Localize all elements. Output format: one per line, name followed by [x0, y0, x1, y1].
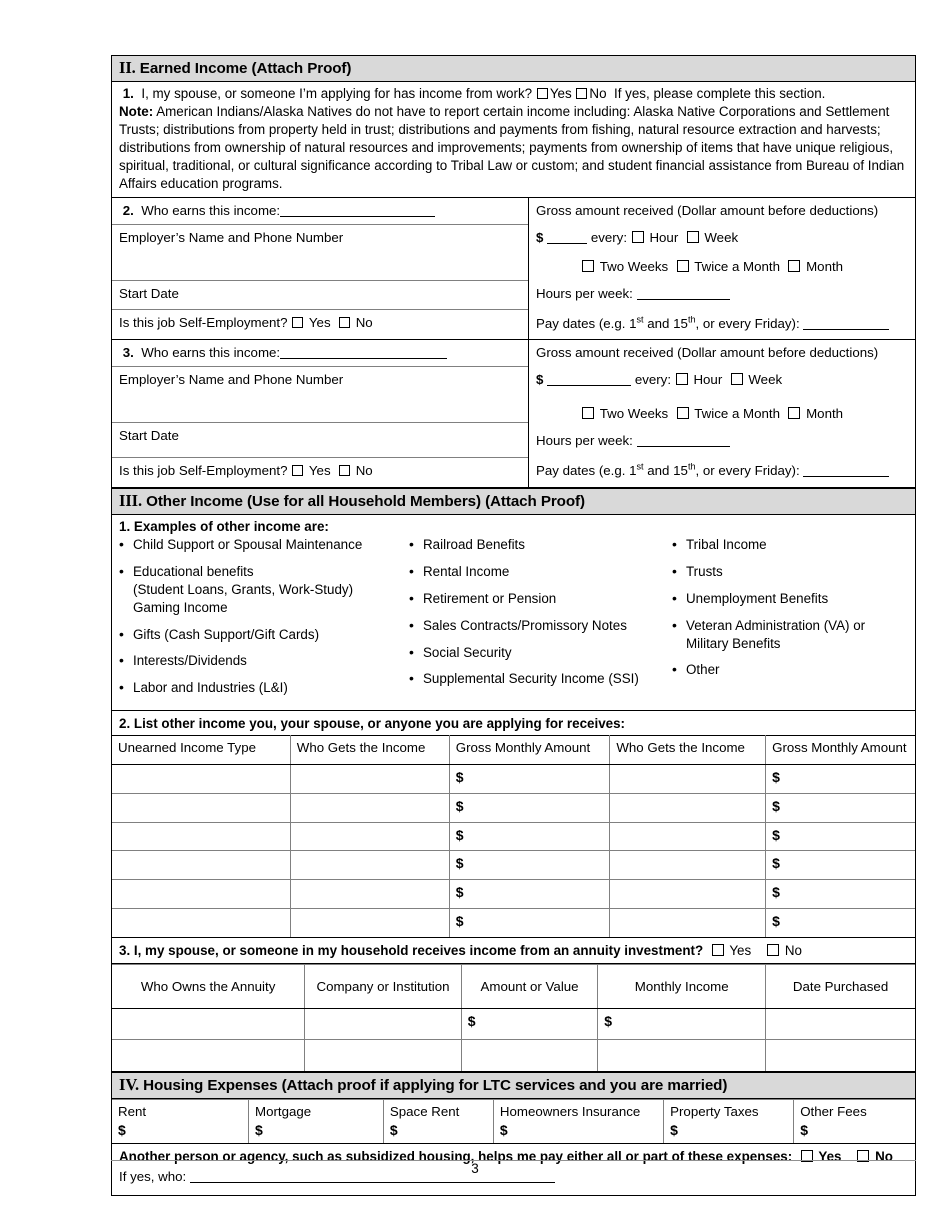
list-item: • Rental Income: [409, 563, 672, 581]
q1-no-checkbox[interactable]: [576, 88, 587, 99]
section-2-header: [112, 56, 915, 82]
job-3-frequency-row: [529, 401, 915, 428]
section-2-note: [119, 103, 907, 193]
job-2-amount-row: [529, 225, 915, 254]
list-item: • Trusts: [672, 563, 908, 581]
cell-who-1[interactable]: [290, 764, 449, 793]
unearned-list-heading: 2. List other income you, your spouse, or anyone you are applying for receives:: [119, 715, 626, 731]
cell-amount-1[interactable]: $: [449, 851, 610, 880]
job-3-week-checkbox[interactable]: [731, 373, 743, 385]
q1-no-label: No: [589, 86, 607, 101]
list-item: • Gifts (Cash Support/Gift Cards): [119, 626, 409, 644]
section-3-title: Other Income (Use for all Household Members) (Attach Proof): [146, 493, 585, 511]
cell-amount[interactable]: $: [461, 1008, 598, 1039]
col-who-gets-2: Who Gets the Income: [610, 735, 766, 764]
expense-property-taxes-label: Property Taxes: [670, 1103, 759, 1119]
job-3-amount-row: [529, 367, 915, 401]
job-2-two-weeks-label: Two Weeks: [599, 259, 669, 275]
job-3-every-label: every:: [634, 372, 672, 388]
q1-number: 1.: [122, 86, 134, 101]
job-3-dollar-sign: $: [536, 372, 544, 388]
job-3-employer-label: Employer’s Name and Phone Number: [119, 372, 344, 388]
job-2-twice-month-checkbox[interactable]: [677, 260, 689, 272]
unearned-income-table: [112, 735, 915, 938]
job-3-right: [529, 340, 915, 487]
examples-column-1: [119, 536, 409, 706]
job-3-self-no-checkbox[interactable]: [339, 465, 350, 476]
job-3-paydates-input[interactable]: [803, 464, 889, 477]
job-3-who-input[interactable]: [280, 347, 447, 360]
job-2-gross-label-row: [529, 198, 915, 225]
housing-expenses-table: [112, 1099, 915, 1144]
job-2-left: [112, 198, 529, 339]
annuity-table: [112, 964, 915, 1072]
job-2-self-yes-label: Yes: [308, 315, 331, 331]
q1-yes-label: Yes: [549, 86, 572, 101]
job-3-gross-label-row: [529, 340, 915, 367]
col-annuity-company: Company or Institution: [305, 964, 462, 1008]
section-3-header: [112, 488, 915, 515]
expense-property-taxes-dollar: $: [670, 1121, 678, 1138]
col-annuity-owner: Who Owns the Annuity: [112, 964, 305, 1008]
job-3-number: 3.: [122, 345, 134, 361]
job-2-paydates-row: [529, 310, 915, 339]
job-3-amount-input[interactable]: [547, 374, 631, 387]
section-2-title: Earned Income (Attach Proof): [139, 60, 352, 77]
q1-text: I, my spouse, or someone I’m applying for has income from work?: [141, 86, 533, 101]
expense-homeowners-insurance[interactable]: [493, 1099, 663, 1143]
job-3-hours-label: Hours per week:: [536, 433, 633, 449]
cell-amount-1[interactable]: $: [449, 822, 610, 851]
job-2-gross-label: Gross amount received (Dollar amount before deductions): [536, 203, 879, 219]
job-3-self-row: [112, 458, 528, 487]
job-2-self-row: [112, 310, 528, 339]
examples-column-3: [672, 536, 908, 706]
job-2-who-input[interactable]: [280, 205, 435, 218]
expense-rent-dollar: $: [118, 1121, 126, 1138]
cell-type[interactable]: [112, 880, 290, 909]
cell-company[interactable]: [305, 1008, 462, 1039]
cell-type[interactable]: [112, 793, 290, 822]
job-3-twice-month-checkbox[interactable]: [677, 407, 689, 419]
job-block-3: [112, 340, 915, 488]
expense-rent[interactable]: [112, 1099, 249, 1143]
job-3-month-label: Month: [806, 406, 844, 422]
job-3-two-weeks-checkbox[interactable]: [582, 407, 594, 419]
section-4-title: Housing Expenses (Attach proof if applying for LTC services and you are married): [143, 1076, 728, 1094]
job-2-employer-row[interactable]: [112, 225, 528, 281]
expense-property-taxes[interactable]: [664, 1099, 794, 1143]
job-2-who-label: Who earns this income:: [141, 203, 281, 219]
page-number: 3: [471, 1161, 479, 1176]
job-2-month-label: Month: [806, 259, 844, 275]
expense-homeowners-insurance-dollar: $: [499, 1121, 508, 1138]
list-item: • Unemployment Benefits: [672, 590, 908, 608]
cell-amount-1[interactable]: $: [449, 880, 610, 909]
cell-amount-2[interactable]: $: [766, 764, 915, 793]
educational-sub-2: Gaming Income: [133, 599, 228, 615]
cell-amount-2[interactable]: $: [766, 908, 915, 937]
job-2-start-label: Start Date: [119, 286, 179, 302]
expense-mortgage[interactable]: [249, 1099, 384, 1143]
section-2-question-1: [119, 85, 907, 103]
job-2-who-row: [112, 198, 528, 225]
job-3-hours-input[interactable]: [637, 435, 730, 448]
annuity-question: 3. I, my spouse, or someone in my household receives income from an annuity investment?: [119, 942, 704, 958]
job-2-week-label: Week: [704, 230, 739, 246]
job-2-paydates-input[interactable]: [803, 317, 889, 330]
cell-who-2[interactable]: [610, 822, 766, 851]
job-2-hours-label: Hours per week:: [536, 286, 633, 302]
job-2-number: 2.: [122, 203, 134, 219]
job-3-hour-label: Hour: [693, 372, 723, 388]
cell-owner[interactable]: [112, 1039, 305, 1071]
expense-mortgage-dollar: $: [255, 1121, 263, 1138]
job-3-gross-label: Gross amount received (Dollar amount before deductions): [536, 345, 879, 361]
col-unearned-type: Unearned Income Type: [112, 735, 290, 764]
cell-owner[interactable]: [112, 1008, 305, 1039]
table-row: [112, 908, 915, 937]
expense-other-fees-label: Other Fees: [800, 1103, 867, 1119]
section-2-numeral: II.: [119, 58, 136, 77]
job-2-hour-label: Hour: [649, 230, 679, 246]
job-3-hour-checkbox[interactable]: [676, 373, 688, 385]
section-4-header: [112, 1072, 915, 1099]
form-body: [111, 55, 916, 1196]
job-2-hour-checkbox[interactable]: [632, 231, 644, 243]
job-3-employer-row[interactable]: [112, 367, 528, 423]
list-item: • Other: [672, 661, 908, 679]
cell-who-1[interactable]: [290, 793, 449, 822]
job-2-hours-row: [529, 281, 915, 310]
expense-mortgage-label: Mortgage: [255, 1103, 312, 1119]
job-2-self-no-label: No: [355, 315, 373, 331]
cell-amount[interactable]: [461, 1039, 598, 1071]
job-2-employer-label: Employer’s Name and Phone Number: [119, 230, 344, 246]
cell-type[interactable]: [112, 822, 290, 851]
annuity-no-label: No: [784, 942, 802, 958]
cell-who-1[interactable]: [290, 851, 449, 880]
job-2-right: [529, 198, 915, 339]
job-2-twice-month-label: Twice a Month: [694, 259, 781, 275]
educational-sub-1: (Student Loans, Grants, Work-Study): [133, 581, 354, 597]
col-gross-2: Gross Monthly Amount: [766, 735, 915, 764]
cell-who-2[interactable]: [610, 880, 766, 909]
cell-date[interactable]: [766, 1008, 915, 1039]
cell-amount-2[interactable]: $: [766, 851, 915, 880]
list-item: • Social Security: [409, 644, 672, 662]
job-2-amount-input[interactable]: [547, 232, 587, 245]
cell-monthly[interactable]: $: [598, 1008, 766, 1039]
list-item: • Labor and Industries (L&I): [119, 679, 409, 697]
examples-column-2: [409, 536, 672, 706]
table-row: [112, 793, 915, 822]
list-item: • Veteran Administration (VA) or Military Benefits: [672, 617, 908, 653]
col-annuity-amount: Amount or Value: [461, 964, 598, 1008]
job-2-every-label: every:: [590, 230, 628, 246]
housing-help-no-label: No: [875, 1148, 893, 1164]
table-row: [112, 822, 915, 851]
expense-rent-label: Rent: [118, 1103, 147, 1119]
list-item: • Tribal Income: [672, 536, 908, 554]
job-3-start-row[interactable]: [112, 423, 528, 458]
table-row: [112, 1008, 915, 1039]
cell-who-1[interactable]: [290, 822, 449, 851]
job-2-month-checkbox[interactable]: [788, 260, 800, 272]
cell-amount-1[interactable]: $: [449, 793, 610, 822]
q1-tail-text: If yes, please complete this section.: [614, 86, 826, 101]
cell-company[interactable]: [305, 1039, 462, 1071]
section-2-note-block: [112, 82, 915, 198]
cell-date[interactable]: [766, 1039, 915, 1071]
cell-type[interactable]: [112, 851, 290, 880]
job-3-who-label: Who earns this income:: [141, 345, 281, 361]
housing-help-yes-label: Yes: [818, 1148, 842, 1164]
examples-heading: 1. Examples of other income are:: [119, 519, 329, 535]
list-item: • Educational benefits (Student Loans, Grants, Work-Study) Gaming Income: [119, 563, 409, 616]
cell-who-2[interactable]: [610, 851, 766, 880]
col-who-gets-1: Who Gets the Income: [290, 735, 449, 764]
job-2-two-weeks-checkbox[interactable]: [582, 260, 594, 272]
annuity-yes-checkbox[interactable]: [712, 944, 724, 956]
job-2-dollar-sign: $: [536, 230, 544, 246]
cell-amount-1[interactable]: $: [449, 764, 610, 793]
job-3-self-no-label: No: [355, 463, 373, 479]
expense-homeowners-insurance-label: Homeowners Insurance: [499, 1103, 641, 1119]
job-3-left: [112, 340, 529, 487]
job-2-start-row[interactable]: [112, 281, 528, 310]
cell-type[interactable]: [112, 764, 290, 793]
section-3-numeral: III.: [119, 491, 142, 511]
job-2-self-label: Is this job Self-Employment?: [119, 315, 288, 331]
list-item: • Railroad Benefits: [409, 536, 672, 554]
job-3-self-label: Is this job Self-Employment?: [119, 463, 288, 479]
annuity-question-row: [112, 938, 915, 964]
job-3-start-label: Start Date: [119, 428, 179, 444]
job-2-self-no-checkbox[interactable]: [339, 317, 350, 328]
job-3-self-yes-checkbox[interactable]: [292, 465, 303, 476]
note-label: Note:: [119, 104, 154, 120]
job-2-week-checkbox[interactable]: [687, 231, 699, 243]
job-2-paydates-label: Pay dates (e.g. 1st and 15th, or every Friday):: [536, 314, 800, 331]
table-row: [112, 880, 915, 909]
cell-amount-1[interactable]: $: [449, 908, 610, 937]
expense-other-fees-dollar: $: [800, 1121, 808, 1138]
expense-space-rent[interactable]: [383, 1099, 493, 1143]
section-4-numeral: IV.: [119, 1074, 140, 1094]
job-3-hours-row: [529, 428, 915, 457]
q1-yes-checkbox[interactable]: [537, 88, 548, 99]
expense-other-fees[interactable]: [794, 1099, 915, 1143]
expense-space-rent-dollar: $: [389, 1121, 398, 1138]
annuity-no-checkbox[interactable]: [767, 944, 779, 956]
annuity-header-row: [112, 964, 915, 1008]
table-row: [112, 764, 915, 793]
cell-who-2[interactable]: [610, 764, 766, 793]
job-3-twice-month-label: Twice a Month: [694, 406, 781, 422]
list-item: • Interests/Dividends: [119, 652, 409, 670]
job-3-paydates-label: Pay dates (e.g. 1st and 15th, or every Friday):: [536, 461, 800, 478]
cell-type[interactable]: [112, 908, 290, 937]
job-3-paydates-row: [529, 457, 915, 486]
job-3-week-label: Week: [748, 372, 783, 388]
annuity-body: [112, 1008, 915, 1071]
housing-help-question: Another person or agency, such as subsidized housing, helps me pay either all or part of these expenses:: [119, 1148, 793, 1164]
veteran-sub: Military Benefits: [686, 635, 781, 651]
unearned-income-body: [112, 764, 915, 937]
job-2-self-yes-checkbox[interactable]: [292, 317, 303, 328]
expense-space-rent-label: Space Rent: [389, 1103, 460, 1119]
examples-columns: [112, 536, 915, 711]
note-text: American Indians/Alaska Natives do not have to report certain income including: Alaska Native Corporations and Settlement Trusts; distributions from property held in trust; distributions and payments from fishing, natural resource extraction and harvests; distributions from ownership of natural resources and improvements; payments from ownership of items that have unique religious, spiritual, traditional, or cultural significance according to Tribal Law or custom; and student financial assistance from Bureau of Indian Affairs education programs.: [119, 104, 905, 192]
table-row: [112, 1039, 915, 1071]
job-2-frequency-row: [529, 254, 915, 281]
cell-monthly[interactable]: [598, 1039, 766, 1071]
annuity-yes-label: Yes: [729, 942, 752, 958]
housing-expense-row: [112, 1099, 915, 1143]
cell-amount-2[interactable]: $: [766, 793, 915, 822]
table-row: [112, 851, 915, 880]
cell-who-1[interactable]: [290, 880, 449, 909]
cell-amount-2[interactable]: $: [766, 822, 915, 851]
job-3-two-weeks-label: Two Weeks: [599, 406, 669, 422]
list-item: • Retirement or Pension: [409, 590, 672, 608]
job-block-2: [112, 198, 915, 340]
list-item: • Supplemental Security Income (SSI): [409, 670, 672, 688]
housing-if-yes-label: If yes, who:: [119, 1168, 187, 1184]
list-item: • Child Support or Spousal Maintenance: [119, 536, 409, 554]
cell-who-1[interactable]: [290, 908, 449, 937]
job-3-month-checkbox[interactable]: [788, 407, 800, 419]
list-item: • Sales Contracts/Promissory Notes: [409, 617, 672, 635]
table-header-row: [112, 735, 915, 764]
col-annuity-date: Date Purchased: [766, 964, 915, 1008]
job-2-hours-input[interactable]: [637, 288, 730, 301]
cell-who-2[interactable]: [610, 908, 766, 937]
col-annuity-monthly: Monthly Income: [598, 964, 766, 1008]
cell-who-2[interactable]: [610, 793, 766, 822]
job-3-self-yes-label: Yes: [308, 463, 331, 479]
job-3-who-row: [112, 340, 528, 367]
cell-amount-2[interactable]: $: [766, 880, 915, 909]
col-gross-1: Gross Monthly Amount: [449, 735, 610, 764]
